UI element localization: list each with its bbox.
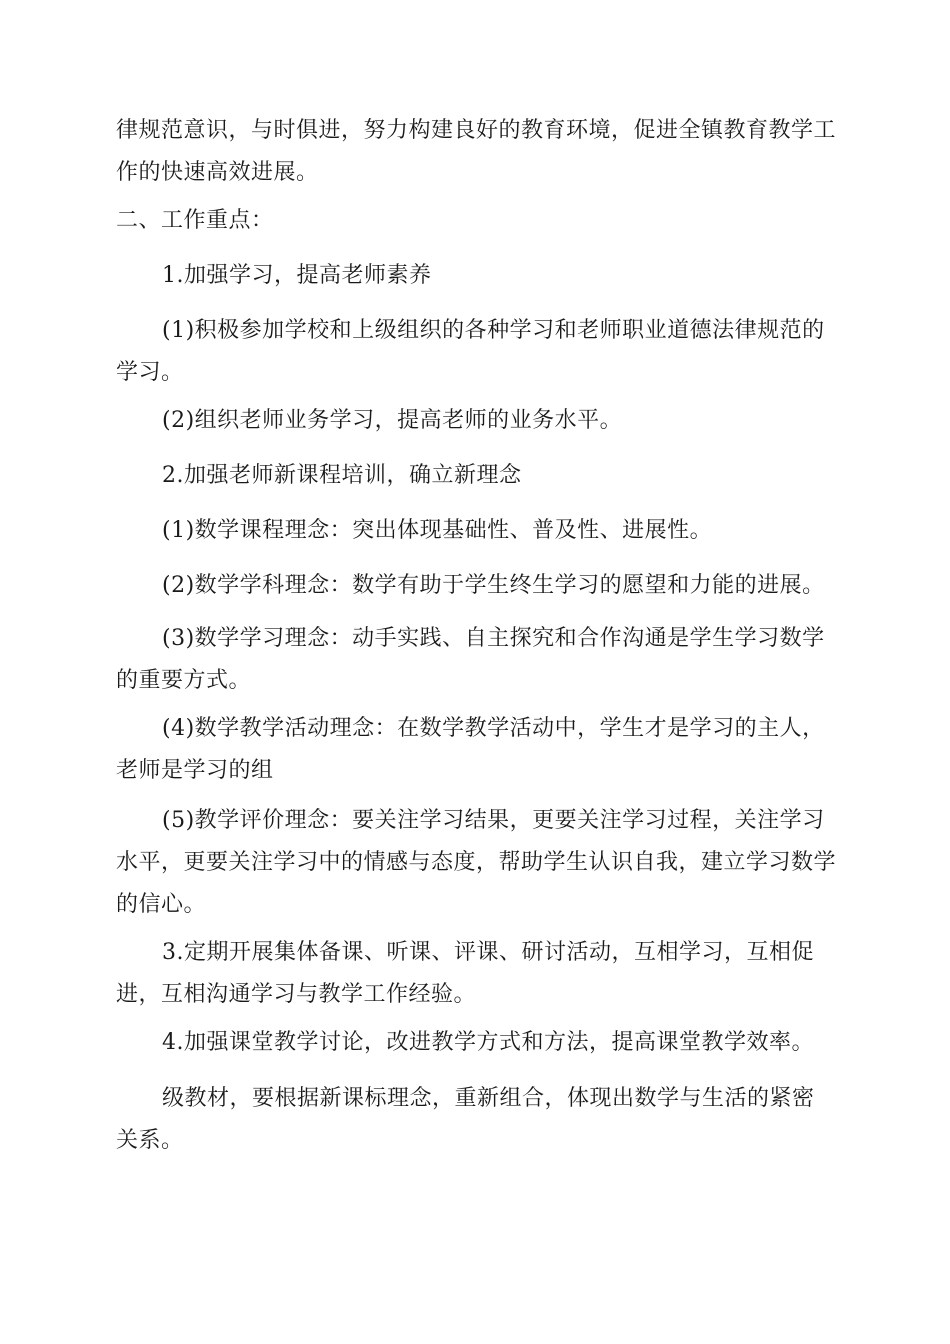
list-item-1: 1.加强学习，提高老师素养 <box>162 263 432 288</box>
list-item-2-4: (4)数学教学活动理念：在数学教学活动中，学生才是学习的主人，老师是学习的组 <box>116 716 825 783</box>
paragraph-fragment: 级教材，要根据新课标理念，重新组合，体现出数学与生活的紧密关系。 <box>116 1086 815 1153</box>
section-heading: 二、工作重点： <box>116 208 274 233</box>
list-item-2: 2.加强老师新课程培训，确立新理念 <box>162 463 522 488</box>
list-item-2-3: (3)数学学习理念：动手实践、自主探究和合作沟通是学生学习数学的重要方式。 <box>116 626 825 693</box>
list-item-2-2: (2)数学学科理念：数学有助于学生终生学习的愿望和力能的进展。 <box>162 573 825 598</box>
paragraph-continuation: 律规范意识，与时俱进，努力构建良好的教育环境，促进全镇教育教学工作的快速高效进展。 <box>116 118 837 185</box>
list-item-1-2: (2)组织老师业务学习，提高老师的业务水平。 <box>162 408 623 433</box>
list-item-3: 3.定期开展集体备课、听课、评课、研讨活动，互相学习，互相促进，互相沟通学习与教学工作经验。 <box>116 940 814 1007</box>
list-item-2-5: (5)教学评价理念：要关注学习结果，更要关注学习过程，关注学习水平，更要关注学习中的情感与态度，帮助学生认识自我，建立学习数学的信心。 <box>116 808 837 917</box>
list-item-1-1: (1)积极参加学校和上级组织的各种学习和老师职业道德法律规范的学习。 <box>116 318 825 385</box>
list-item-2-1: (1)数学课程理念：突出体现基础性、普及性、进展性。 <box>162 518 713 543</box>
list-item-4: 4.加强课堂教学讨论，改进教学方式和方法，提高课堂教学效率。 <box>162 1030 814 1055</box>
